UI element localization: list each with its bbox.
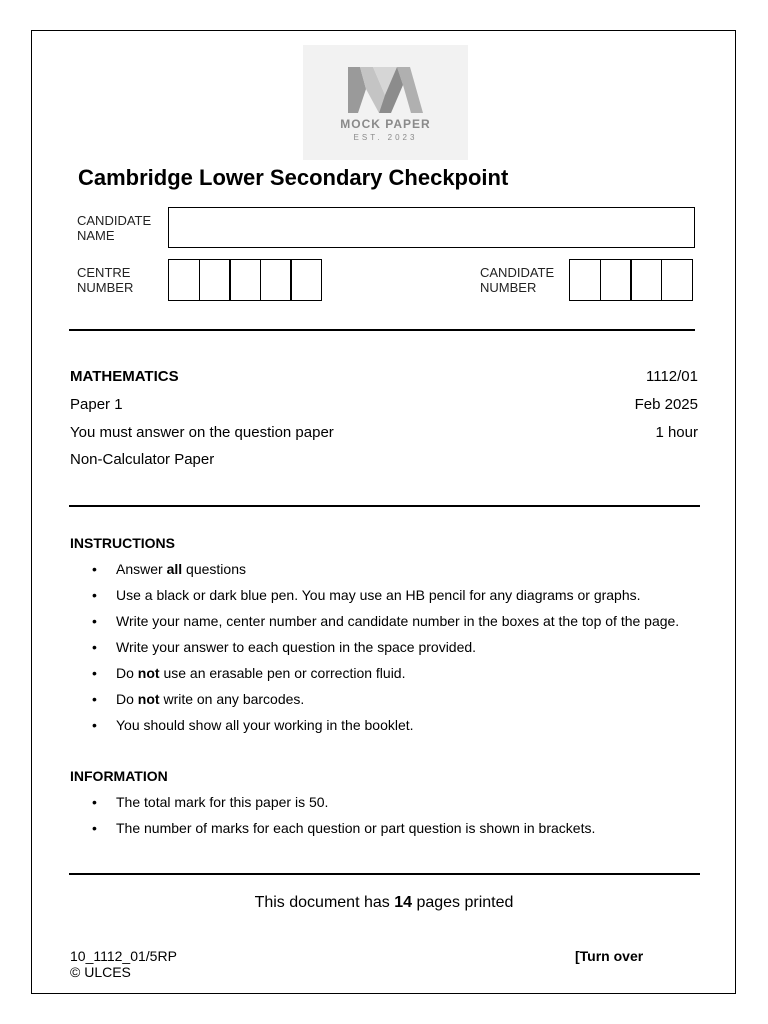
- list-item-text: write on any barcodes.: [159, 691, 305, 707]
- instructions-heading: INSTRUCTIONS: [70, 535, 175, 551]
- exam-date: Feb 2025: [634, 396, 698, 413]
- information-item: [92, 815, 712, 841]
- instructions-item: [92, 634, 712, 660]
- paper-code: 1112/01: [646, 368, 698, 385]
- candidate-digit-box[interactable]: [661, 259, 693, 301]
- candidate-number-boxes: [569, 259, 691, 301]
- centre-digit-box[interactable]: [199, 259, 231, 301]
- information-heading: INFORMATION: [70, 768, 168, 784]
- logo-title: MOCK PAPER: [340, 117, 431, 131]
- pages-note-prefix: This document has: [254, 894, 395, 911]
- logo-subtitle: EST. 2023: [353, 133, 418, 142]
- list-item-text: Write your answer to each question in the space provided.: [116, 639, 477, 655]
- list-item-text: questions: [182, 561, 246, 577]
- instructions-item: [92, 582, 712, 608]
- list-item-text: The total mark for this paper is 50.: [116, 794, 329, 810]
- list-item-text: You should show all your working in the booklet.: [116, 717, 414, 733]
- subject: MATHEMATICS: [70, 368, 179, 385]
- instructions-item: [92, 608, 712, 634]
- duration: 1 hour: [655, 424, 698, 441]
- paper-number: Paper 1: [70, 396, 123, 413]
- pages-note: [0, 894, 768, 912]
- candidate-number-label: CANDIDATE NUMBER: [480, 265, 555, 295]
- list-item-text: not: [137, 691, 160, 707]
- instructions-item: [92, 686, 712, 712]
- candidate-name-field[interactable]: [168, 207, 695, 248]
- information-list: [92, 789, 712, 841]
- m-logo-icon: [303, 45, 468, 160]
- turn-over-note: [Turn over: [575, 948, 644, 964]
- candidate-digit-box[interactable]: [600, 259, 632, 301]
- list-item-text: all: [166, 561, 183, 577]
- paper-type: Non-Calculator Paper: [70, 451, 215, 468]
- instructions-list: [92, 556, 712, 738]
- instructions-item: [92, 712, 712, 738]
- divider: [69, 329, 695, 331]
- centre-digit-box[interactable]: [168, 259, 200, 301]
- instructions-item: [92, 556, 712, 582]
- pages-count: 14: [394, 894, 412, 911]
- list-item-text: The number of marks for each question or part question is shown in brackets.: [116, 820, 596, 836]
- copyright: © ULCES: [70, 964, 131, 980]
- list-item-text: Write your name, center number and candidate number in the boxes at the top of the page.: [116, 613, 680, 629]
- centre-digit-box[interactable]: [260, 259, 292, 301]
- page-title: Cambridge Lower Secondary Checkpoint: [78, 165, 509, 190]
- list-item-text: Do: [116, 691, 138, 707]
- list-item-text: Answer: [116, 561, 167, 577]
- candidate-name-label: CANDIDATE NAME: [77, 213, 152, 243]
- pages-note-suffix: pages printed: [412, 894, 514, 911]
- list-item-text: use an erasable pen or correction fluid.: [159, 665, 406, 681]
- candidate-digit-box[interactable]: [630, 259, 662, 301]
- centre-digit-box[interactable]: [229, 259, 261, 301]
- list-item-text: not: [137, 665, 160, 681]
- divider: [69, 873, 700, 875]
- answer-note: You must answer on the question paper: [70, 424, 334, 441]
- instructions-item: [92, 660, 712, 686]
- centre-number-boxes: [168, 259, 321, 301]
- list-item-text: Use a black or dark blue pen. You may use an HB pencil for any diagrams or graphs.: [116, 587, 641, 603]
- document-code: 10_1112_01/5RP: [70, 948, 177, 964]
- information-item: [92, 789, 712, 815]
- candidate-digit-box[interactable]: [569, 259, 601, 301]
- logo: [303, 45, 468, 160]
- list-item-text: Do: [116, 665, 138, 681]
- centre-number-label: CENTRE NUMBER: [77, 265, 134, 295]
- centre-digit-box[interactable]: [290, 259, 322, 301]
- divider: [69, 505, 700, 507]
